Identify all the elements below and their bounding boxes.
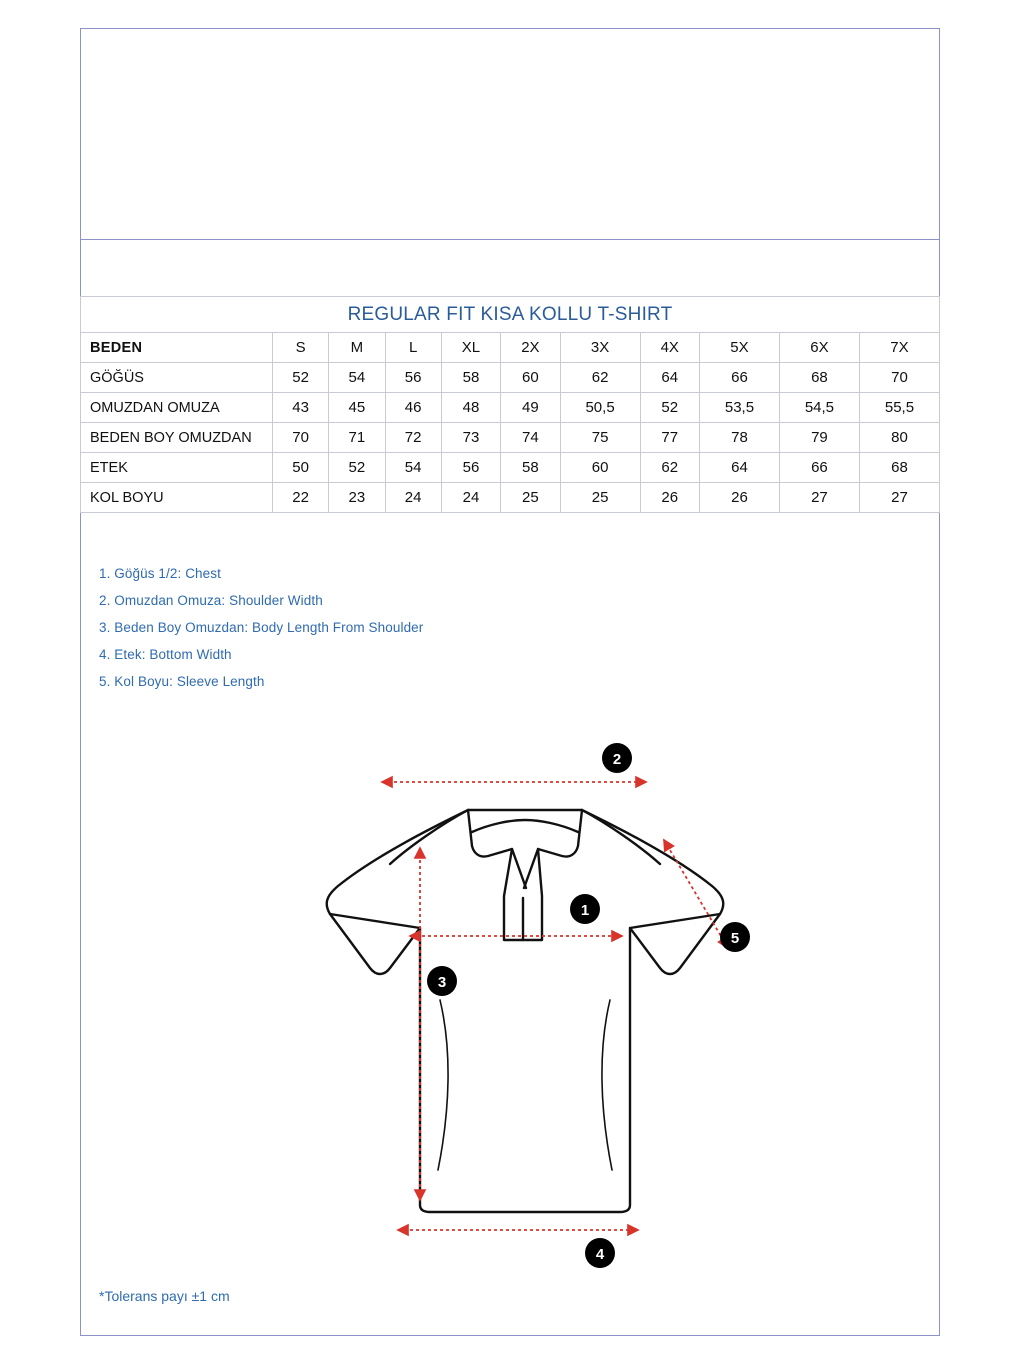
cell: 79: [779, 423, 859, 453]
badge-3-label: 3: [437, 974, 447, 991]
legend-item-3: 3. Beden Boy Omuzdan: Body Length From Shoulder: [99, 620, 424, 635]
table-title-row: [81, 297, 940, 333]
size-chart-table: [80, 296, 940, 513]
cell: 56: [441, 453, 500, 483]
cell: 23: [329, 483, 385, 513]
badge-5-label: 5: [730, 930, 740, 947]
size-col-4x: 4X: [640, 333, 699, 363]
table-header-row: [81, 333, 940, 363]
cell: 27: [859, 483, 939, 513]
cell: 58: [501, 453, 560, 483]
size-col-7x: 7X: [859, 333, 939, 363]
cell: 26: [699, 483, 779, 513]
cell: 71: [329, 423, 385, 453]
cell: 77: [640, 423, 699, 453]
cell: 60: [560, 453, 640, 483]
header-beden: BEDEN: [81, 333, 273, 363]
cell: 45: [329, 393, 385, 423]
cell: 58: [441, 363, 500, 393]
cell: 25: [501, 483, 560, 513]
tolerance-note: *Tolerans payı ±1 cm: [99, 1288, 230, 1304]
cell: 75: [560, 423, 640, 453]
cell: 78: [699, 423, 779, 453]
badge-5: [720, 922, 750, 952]
cell: 46: [385, 393, 441, 423]
cell: 54: [329, 363, 385, 393]
cell: 70: [273, 423, 329, 453]
cell: 80: [859, 423, 939, 453]
cell: 68: [779, 363, 859, 393]
legend-list: [99, 560, 699, 695]
legend-item-1: 1. Göğüs 1/2: Chest: [99, 566, 221, 581]
cell: 43: [273, 393, 329, 423]
cell: 54: [385, 453, 441, 483]
row-label-kol-boyu: KOL BOYU: [81, 483, 273, 513]
row-label-omuzdan-omuza: OMUZDAN OMUZA: [81, 393, 273, 423]
row-label-beden-boy-omuzdan: BEDEN BOY OMUZDAN: [81, 423, 273, 453]
row-label-etek: ETEK: [81, 453, 273, 483]
tshirt-measurement-diagram: [80, 700, 940, 1300]
table-row: [81, 363, 940, 393]
cell: 73: [441, 423, 500, 453]
badge-3: [427, 966, 457, 996]
badge-2-label: 2: [612, 751, 622, 768]
size-col-l: L: [385, 333, 441, 363]
page-title: REGULAR FIT KISA KOLLU T-SHIRT: [81, 297, 940, 333]
measurement-arrows: [382, 782, 728, 1230]
cell: 48: [441, 393, 500, 423]
badge-2: [602, 743, 632, 773]
cell: 74: [501, 423, 560, 453]
legend-item-5: 5. Kol Boyu: Sleeve Length: [99, 674, 265, 689]
cell: 50: [273, 453, 329, 483]
cell: 66: [779, 453, 859, 483]
legend-item-4: 4. Etek: Bottom Width: [99, 647, 232, 662]
tshirt-outline: [327, 810, 724, 1212]
badge-4-label: 4: [595, 1246, 605, 1263]
cell: 62: [640, 453, 699, 483]
cell: 25: [560, 483, 640, 513]
top-empty-area: [80, 28, 940, 240]
cell: 64: [699, 453, 779, 483]
cell: 56: [385, 363, 441, 393]
table-row: [81, 393, 940, 423]
badge-1-label: 1: [580, 902, 590, 919]
size-col-3x: 3X: [560, 333, 640, 363]
legend-item-2: 2. Omuzdan Omuza: Shoulder Width: [99, 593, 323, 608]
cell: 54,5: [779, 393, 859, 423]
cell: 52: [640, 393, 699, 423]
size-col-m: M: [329, 333, 385, 363]
table-row: [81, 453, 940, 483]
cell: 53,5: [699, 393, 779, 423]
size-col-6x: 6X: [779, 333, 859, 363]
cell: 72: [385, 423, 441, 453]
cell: 68: [859, 453, 939, 483]
table-row: [81, 423, 940, 453]
table-row: [81, 483, 940, 513]
row-label-gogus: GÖĞÜS: [81, 363, 273, 393]
size-col-5x: 5X: [699, 333, 779, 363]
cell: 64: [640, 363, 699, 393]
badge-4: [585, 1238, 615, 1268]
cell: 62: [560, 363, 640, 393]
cell: 52: [273, 363, 329, 393]
cell: 24: [385, 483, 441, 513]
cell: 50,5: [560, 393, 640, 423]
cell: 66: [699, 363, 779, 393]
cell: 27: [779, 483, 859, 513]
cell: 55,5: [859, 393, 939, 423]
cell: 24: [441, 483, 500, 513]
cell: 26: [640, 483, 699, 513]
size-col-2x: 2X: [501, 333, 560, 363]
badge-1: [570, 894, 600, 924]
cell: 60: [501, 363, 560, 393]
size-col-s: S: [273, 333, 329, 363]
size-col-xl: XL: [441, 333, 500, 363]
cell: 70: [859, 363, 939, 393]
cell: 52: [329, 453, 385, 483]
cell: 22: [273, 483, 329, 513]
cell: 49: [501, 393, 560, 423]
